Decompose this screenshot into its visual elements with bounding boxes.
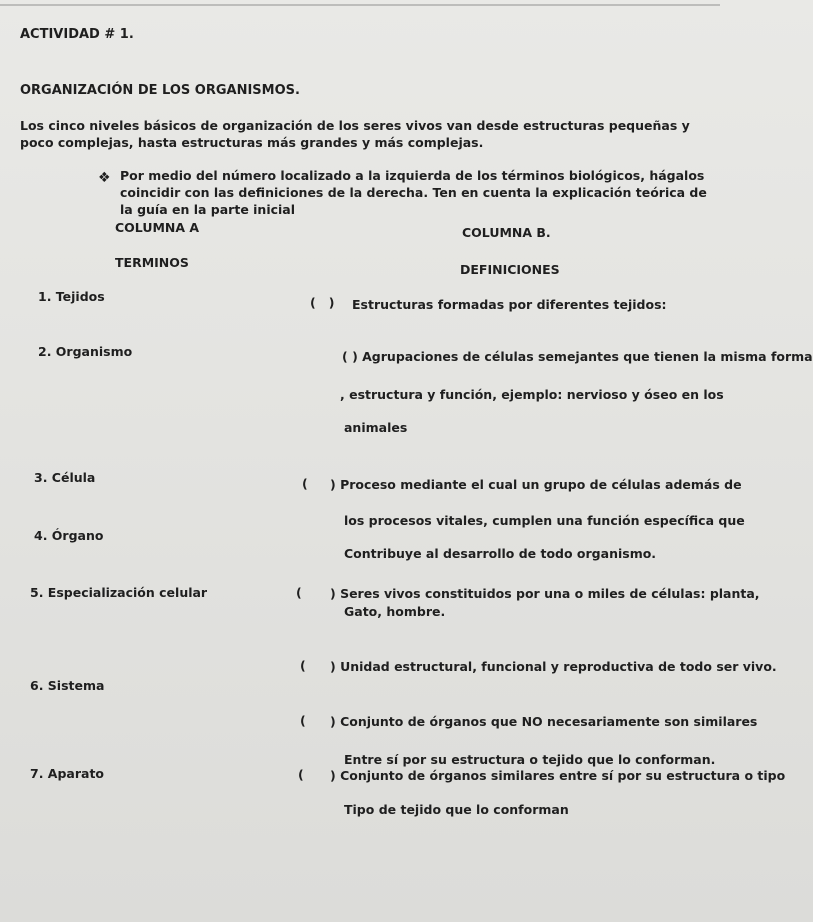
term-organo: 4. Órgano — [34, 528, 104, 543]
definition-7-line1: ) Conjunto de órganos similares entre sí por su estructura o tipo — [330, 768, 786, 783]
definition-4-line2: Gato, hombre. — [344, 604, 446, 619]
definition-7-line2: Tipo de tejido que lo conforman — [344, 802, 569, 817]
column-a-heading: COLUMNA A — [115, 220, 200, 235]
answer-blank-3[interactable]: ( — [302, 476, 308, 491]
definition-3-line1: ) Proceso mediante el cual un grupo de células además de — [330, 477, 742, 492]
answer-blank-7[interactable]: ( — [298, 767, 304, 782]
activity-title: ACTIVIDAD # 1. — [20, 27, 134, 42]
definition-3-line3: Contribuye al desarrollo de todo organismo. — [344, 546, 657, 561]
column-b-heading: COLUMNA B. — [462, 225, 551, 240]
section-title: ORGANIZACIÓN DE LOS ORGANISMOS. — [20, 83, 300, 98]
definition-5: ) Unidad estructural, funcional y reproductiva de todo ser vivo. — [330, 659, 777, 674]
intro-paragraph: Los cinco niveles básicos de organización de los seres vivos van desde estructuras pequeñas y poco complejas, hasta estructuras más grandes y más complejas. — [20, 118, 690, 150]
definition-6-line2: Entre sí por su estructura o tejido que lo conforman. — [344, 752, 716, 767]
definition-2-line3: animales — [344, 420, 408, 435]
term-aparato: 7. Aparato — [30, 766, 105, 781]
term-especializacion: 5. Especialización celular — [30, 585, 208, 600]
term-organismo: 2. Organismo — [38, 344, 133, 359]
terms-heading: TERMINOS — [115, 255, 189, 270]
definition-6-line1: ) Conjunto de órganos que NO necesariamente son similares — [330, 714, 758, 729]
definitions-heading: DEFINICIONES — [460, 262, 560, 277]
definition-2-line1: ( ) Agrupaciones de células semejantes que tienen la misma forma — [342, 349, 813, 364]
top-rule — [0, 4, 720, 6]
answer-blank-6[interactable]: ( — [300, 713, 306, 728]
answer-blank-5[interactable]: ( — [300, 658, 306, 673]
answer-blank-4[interactable]: ( — [296, 585, 302, 600]
definition-4-line1: ) Seres vivos constituidos por una o miles de células: planta, — [330, 586, 760, 601]
definition-1: Estructuras formadas por diferentes tejidos: — [352, 297, 667, 312]
definition-3-line2: los procesos vitales, cumplen una función específica que — [344, 513, 745, 528]
term-sistema: 6. Sistema — [30, 678, 105, 693]
answer-blank-1[interactable]: ( ) — [310, 295, 335, 310]
term-celula: 3. Célula — [34, 470, 96, 485]
term-tejidos: 1. Tejidos — [38, 289, 105, 304]
instruction-paragraph: Por medio del número localizado a la izquierda de los términos biológicos, hágalos coincidir con las definiciones de la derecha. Ten en cuenta la explicación teórica de la guía en la parte inicial — [120, 168, 707, 217]
definition-2-line2: , estructura y función, ejemplo: nervioso y óseo en los — [340, 387, 724, 402]
diamond-bullet-icon: ❖ — [98, 170, 111, 186]
